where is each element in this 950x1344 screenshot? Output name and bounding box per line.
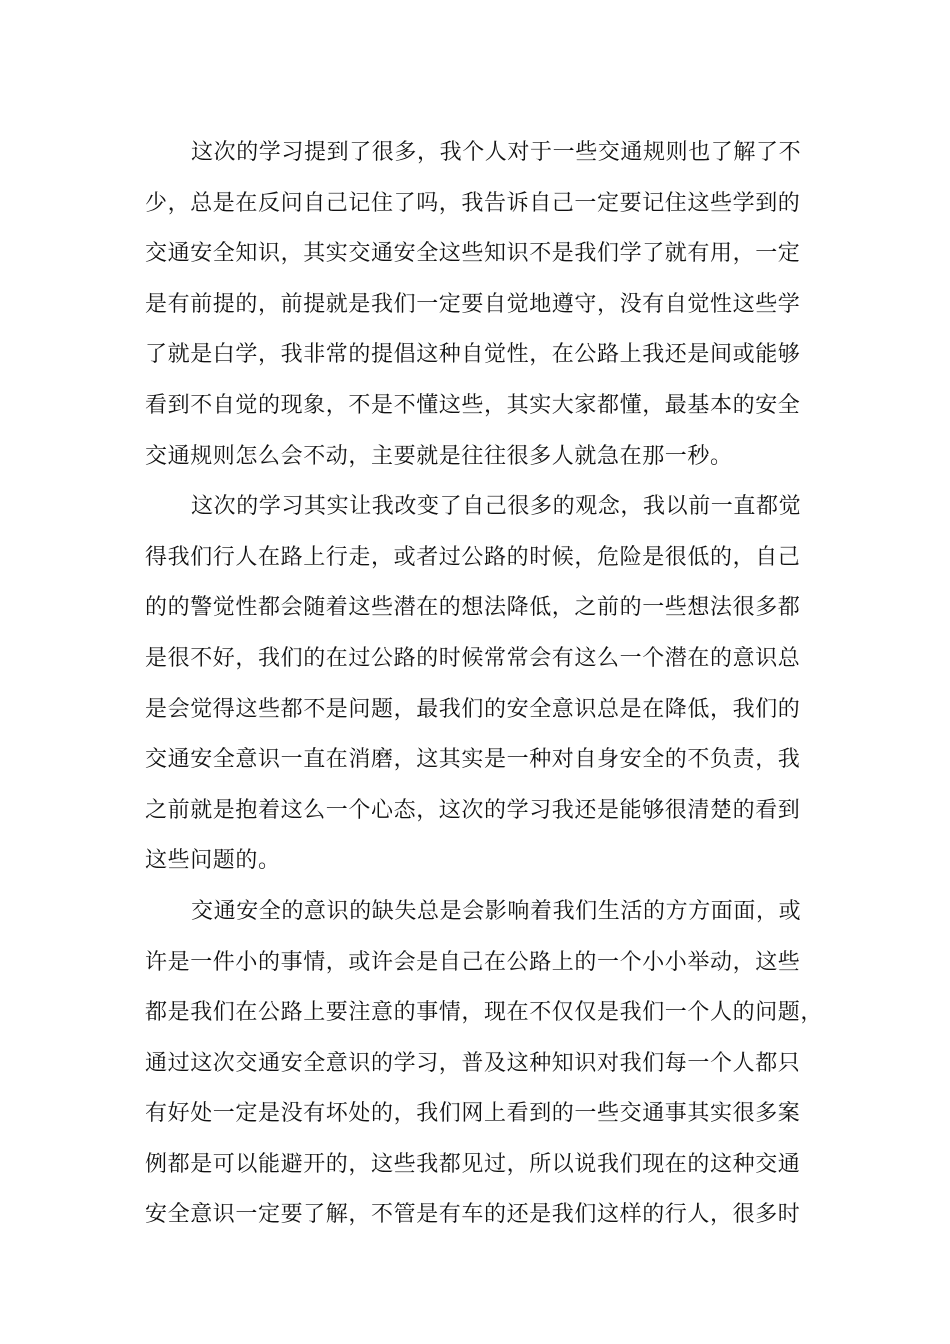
paragraph-2 (145, 482, 825, 887)
text-line: 是有前提的，前提就是我们一定要自觉地遵守，没有自觉性这些学 (145, 291, 801, 317)
text-line: 交通安全的意识的缺失总是会影响着我们生活的方方面面，或 (191, 898, 802, 924)
text-line: 安全意识一定要了解，不管是有车的还是我们这样的行人，很多时 (145, 1202, 801, 1228)
text-line: 都是我们在公路上要注意的事情，现在不仅仅是我们一个人的问题， (145, 1000, 824, 1026)
text-line: 之前就是抱着这么一个心态，这次的学习我还是能够很清楚的看到 (145, 797, 801, 823)
text-line: 这些问题的。 (145, 848, 281, 874)
text-line: 例都是可以能避开的，这些我都见过，所以说我们现在的这种交通 (145, 1151, 801, 1177)
text-line: 得我们行人在路上行走，或者过公路的时候，危险是很低的，自己 (145, 544, 801, 570)
text-line: 交通安全意识一直在消磨，这其实是一种对自身安全的不负责，我 (145, 747, 801, 773)
text-line: 是很不好，我们的在过公路的时候常常会有这么一个潜在的意识总 (145, 645, 801, 671)
paragraph-3 (145, 887, 825, 1241)
text-line: 许是一件小的事情，或许会是自己在公路上的一个小小举动，这些 (145, 949, 801, 975)
text-line: 是会觉得这些都不是问题，最我们的安全意识总是在降低，我们的 (145, 696, 801, 722)
text-line: 这次的学习其实让我改变了自己很多的观念，我以前一直都觉 (191, 494, 802, 520)
text-line: 交通安全知识，其实交通安全这些知识不是我们学了就有用，一定 (145, 241, 801, 267)
paragraph-1 (145, 128, 825, 482)
document-body (145, 128, 825, 1241)
text-line: 了就是白学，我非常的提倡这种自觉性，在公路上我还是间或能够 (145, 342, 801, 368)
text-line: 有好处一定是没有坏处的，我们网上看到的一些交通事其实很多案 (145, 1101, 801, 1127)
text-line: 看到不自觉的现象，不是不懂这些，其实大家都懂，最基本的安全 (145, 392, 801, 418)
text-line: 交通规则怎么会不动，主要就是往往很多人就急在那一秒。 (145, 443, 733, 469)
text-line: 的的警觉性都会随着这些潜在的想法降低，之前的一些想法很多都 (145, 595, 801, 621)
text-line: 这次的学习提到了很多，我个人对于一些交通规则也了解了不 (191, 140, 802, 165)
text-line: 通过这次交通安全意识的学习，普及这种知识对我们每一个人都只 (145, 1050, 801, 1076)
text-line: 少，总是在反问自己记住了吗，我告诉自己一定要记住这些学到的 (145, 190, 801, 216)
